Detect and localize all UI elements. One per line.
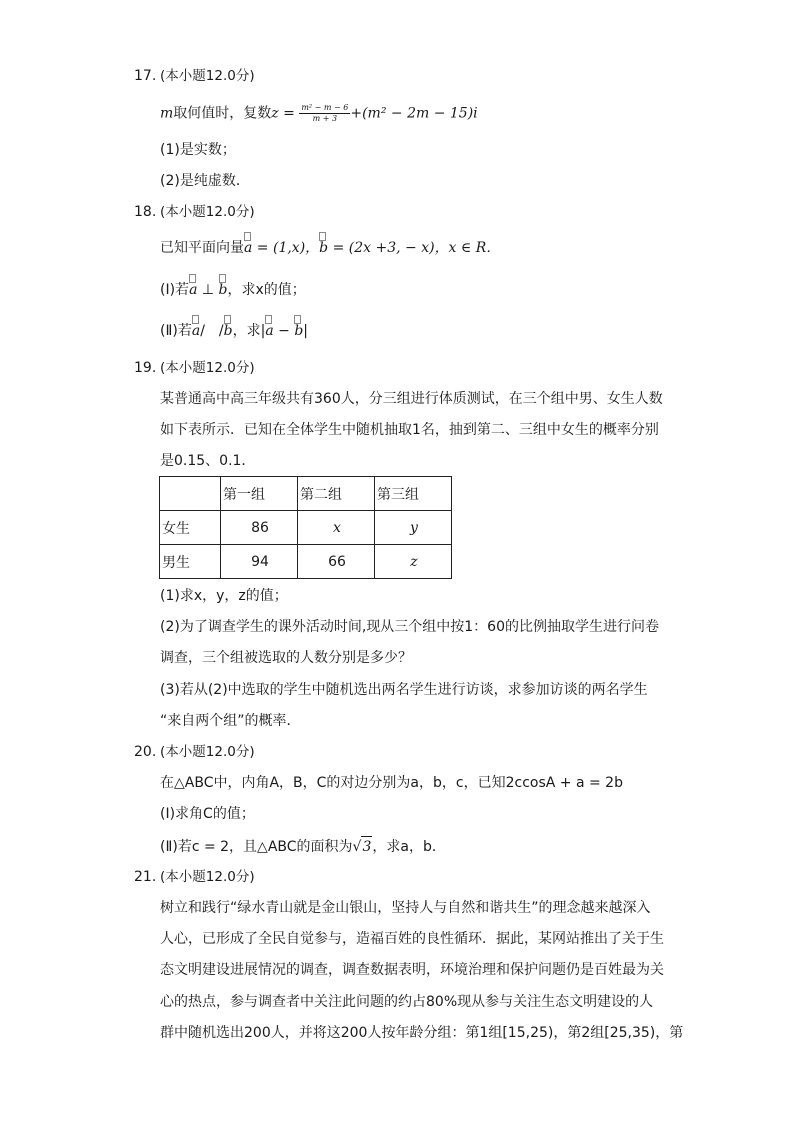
question-20-stem: 在△ABC中，内角A，B，C的对边分别为a，b，c，已知2ccosA + a = 2b xyxy=(160,775,623,791)
question-17-stem xyxy=(160,103,478,124)
question-21-line-3: 态文明建设进展情况的调查，调查数据表明，环境治理和保护问题仍是百姓最为关 xyxy=(160,962,664,978)
question-21-header: (本小题12.0分) xyxy=(160,869,255,885)
question-21-line-2: 人心，已形成了全民自觉参与，造福百姓的良性循环．据此，某网站推出了关于生 xyxy=(160,931,664,947)
table-header-cell: 第一组 xyxy=(221,477,298,511)
fraction-denominator: m + 3 xyxy=(312,114,338,123)
table-cell: z xyxy=(375,545,452,579)
question-18-number: 18. xyxy=(134,204,157,220)
question-20-number: 20. xyxy=(134,744,157,760)
table-row-label: 女生 xyxy=(160,511,221,545)
vector-a: a xyxy=(189,282,198,298)
question-19-part-2b: 调查，三个组被选取的人数分别是多少？ xyxy=(160,650,412,666)
question-19-number: 19. xyxy=(134,360,157,376)
stem-text: 已知平面向量 xyxy=(160,240,244,256)
parallel-sign: / / xyxy=(200,323,224,339)
table-row xyxy=(160,511,452,545)
table-cell: 66 xyxy=(298,545,375,579)
question-17-header: (本小题12.0分) xyxy=(160,68,255,84)
table-cell: 86 xyxy=(221,511,298,545)
table-row xyxy=(160,545,452,579)
question-20-part-1: (Ⅰ)求角C的值； xyxy=(160,806,255,822)
variable-z: z xyxy=(271,105,279,122)
question-18-header: (本小题12.0分) xyxy=(160,204,255,220)
sqrt-radicand: 3 xyxy=(361,836,372,857)
table-header-row xyxy=(160,477,452,511)
vector-a-value: = (1,x)， xyxy=(252,240,320,256)
question-19-header: (本小题12.0分) xyxy=(160,360,255,376)
question-21-number: 21. xyxy=(134,869,157,885)
vector-a: a xyxy=(244,240,253,256)
part-label: (Ⅱ)若 xyxy=(160,323,192,339)
vector-b-value: = (2x +3, − x)，x ∈ R． xyxy=(328,240,501,256)
question-21-line-1: 树立和践行“绿水青山就是金山银山，坚持人与自然和谐共生”的理念越来越深入 xyxy=(160,900,651,916)
vector-b: b xyxy=(218,282,228,298)
table-cell: y xyxy=(375,511,452,545)
table-row-label: 男生 xyxy=(160,545,221,579)
question-19-part-3b: “来自两个组”的概率． xyxy=(160,713,301,729)
question-19-part-1: (1)求x，y，z的值； xyxy=(160,588,288,604)
table-header-cell: 第二组 xyxy=(298,477,375,511)
equals-sign: = xyxy=(278,105,300,122)
question-19-line-1: 某普通高中高三年级共有360人，分三组进行体质测试，在三个组中男、女生人数 xyxy=(160,391,663,407)
question-19-part-2a: (2)为了调查学生的课外活动时间,现从三个组中按1：60的比例抽取学生进行问卷 xyxy=(160,619,660,635)
perpendicular-sign: ⊥ xyxy=(197,282,219,298)
vector-a: a xyxy=(265,323,274,339)
question-21-line-4: 心的热点，参与调查者中关注此问题的约占80%现从参与关注生态文明建设的人 xyxy=(160,994,654,1010)
part-text: ，求| xyxy=(232,323,266,339)
question-18-part-2 xyxy=(160,321,308,341)
question-19-part-3a: (3)若从(2)中选取的学生中随机选出两名学生进行访谈，求参加访谈的两名学生 xyxy=(160,682,648,698)
imaginary-part: +(m² − 2m − 15)i xyxy=(350,105,478,122)
part-text: (Ⅱ)若c = 2，且△ABC的面积为 xyxy=(160,839,353,855)
part-text: ，求a，b． xyxy=(372,839,446,855)
vector-b: b xyxy=(319,240,329,256)
stem-text: 取何值时，复数 xyxy=(173,105,272,122)
gender-group-table xyxy=(159,476,452,579)
question-19-line-3: 是0.15、0.1． xyxy=(160,453,256,469)
table-header-cell: 第三组 xyxy=(375,477,452,511)
question-17-part-2: (2)是纯虚数． xyxy=(160,173,250,189)
part-text: ，求x的值； xyxy=(227,282,306,298)
question-21-line-5: 群中随机选出200人，并将这200人按年龄分组：第1组[15,25)，第2组[25,35)，第 xyxy=(160,1025,684,1041)
question-20-header: (本小题12.0分) xyxy=(160,744,255,760)
question-18-part-1 xyxy=(160,280,306,300)
minus-sign: − xyxy=(273,323,295,339)
table-cell: 94 xyxy=(221,545,298,579)
vector-b: b xyxy=(223,323,233,339)
table-cell: x xyxy=(298,511,375,545)
vector-a: a xyxy=(191,323,201,339)
vector-b: b xyxy=(294,323,304,339)
question-19-line-2: 如下表所示．已知在全体学生中随机抽取1名，抽到第二、三组中女生的概率分别 xyxy=(160,422,659,438)
table-header-cell xyxy=(160,477,221,511)
question-20-part-2: (Ⅱ)若c = 2，且△ABC的面积为√3，求a，b． xyxy=(160,836,446,857)
abs-bar: | xyxy=(303,323,308,339)
variable-m: m xyxy=(160,105,174,122)
question-17-part-1: (1)是实数； xyxy=(160,142,236,158)
fraction xyxy=(299,103,350,124)
question-17-number: 17. xyxy=(134,68,157,84)
part-label: (Ⅰ)若 xyxy=(160,282,190,298)
question-18-stem xyxy=(160,238,500,258)
fraction-numerator: m² − m − 6 xyxy=(301,103,349,112)
